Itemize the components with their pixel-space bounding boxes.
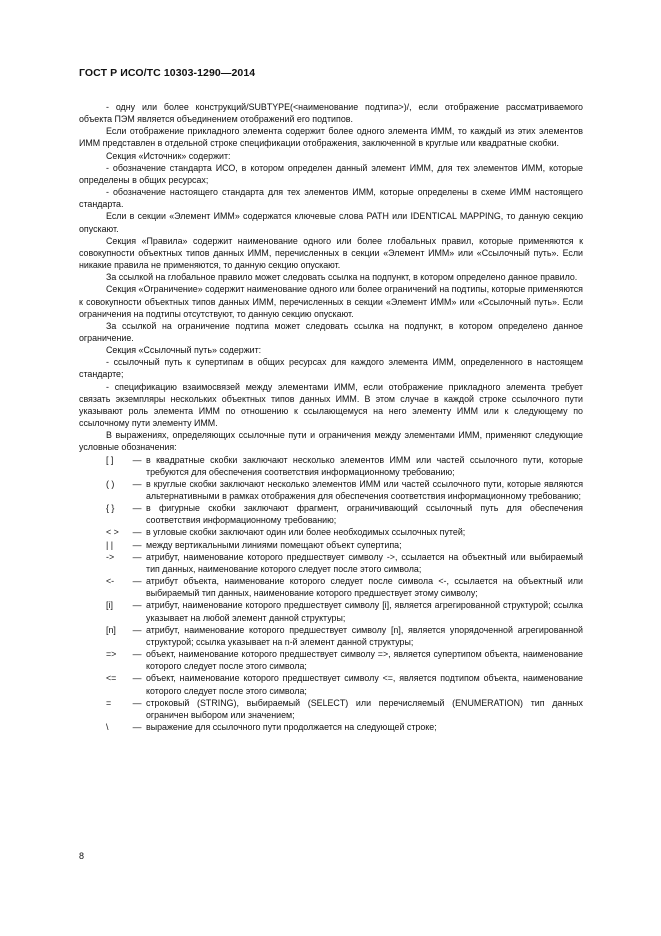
paragraph: Секция «Источник» содержит:: [106, 150, 231, 161]
notation-item: [79, 526, 583, 538]
notation-item: [79, 502, 583, 526]
paragraph: - спецификацию взаимосвязей между элементами ИММ, если отображение прикладного элемента требует связать экземпляры нескольких объектных типов данных ИММ. В этом случае в каждой строке ссылочного пути указывают роль элемента ИММ по отношению к ссылающемуся на него элементу ИММ или к следующему по ссылочному пути элементу ИММ.: [79, 381, 583, 429]
notation-item: [79, 648, 583, 672]
paragraph: Если отображение прикладного элемента содержит более одного элемента ИММ, то каждый из этих элементов ИММ представлен в отдельной строке спецификации отображения, заключенной в круглые или квадратные скобки.: [79, 126, 583, 149]
notation-dash: —: [132, 551, 142, 562]
notation-description: выражение для ссылочного пути продолжается на следующей строке;: [146, 721, 437, 732]
notation-description: объект, наименование которого предшествует символу =>, является супертипом объекта, наименование которого следует после этого символа;: [146, 649, 583, 672]
notation-dash: —: [132, 721, 142, 732]
paragraph: В выражениях, определяющих ссылочные пути и ограничения между элементами ИММ, применяют следующие условные обозначения:: [79, 430, 583, 453]
notation-symbol: { }: [106, 503, 115, 514]
notation-description: строковый (STRING), выбираемый (SELECT) или перечисляемый (ENUMERATION) тип данных ограничен выбором или значением;: [146, 697, 583, 720]
notation-description: объект, наименование которого предшествует символу <=, является подтипом объекта, наименование которого следует после этого символа;: [146, 673, 583, 696]
paragraph: Если в секции «Элемент ИММ» содержатся ключевые слова PATH или IDENTICAL MAPPING, то данную секцию опускают.: [79, 211, 583, 234]
paragraph: Секция «Правила» содержит наименование одного или более глобальных правил, которые применяются к совокупности объектных типов данных ИММ, перечисленных в секции «Элемент ИММ» или «Ссылочный путь». Если никакие правила не применяются, то данную секцию опускают.: [79, 235, 583, 271]
notation-item: [79, 721, 583, 733]
paragraph: - обозначение настоящего стандарта для тех элементов ИММ, которые определены в схеме ИММ настоящего стандарта.: [79, 187, 583, 210]
page-number: 8: [79, 851, 85, 861]
notation-dash: —: [132, 503, 142, 514]
notation-dash: —: [132, 673, 142, 684]
notation-symbol: | |: [106, 539, 114, 550]
notation-description: атрибут, наименование которого предшествует символу ->, ссылается на объектный или выбираемый тип данных, наименование которого следует после этого символа;: [146, 551, 583, 574]
paragraph: За ссылкой на ограничение подтипа может следовать ссылка на подпункт, в котором определено данное ограничение.: [79, 320, 583, 343]
notation-dash: —: [132, 478, 142, 489]
notation-description: в круглые скобки заключают несколько элементов ИММ или частей ссылочного пути, которые являются альтернативными в рамках отображения для обеспечения соответствия информационному требованию;: [146, 478, 583, 501]
notation-item: [79, 599, 583, 623]
notation-dash: —: [132, 576, 142, 587]
notation-symbol: [n]: [106, 624, 116, 635]
notation-description: в квадратные скобки заключают несколько элементов ИММ или частей ссылочного пути, которые требуются для обеспечения соответствия информационному требованию;: [146, 454, 583, 477]
notation-dash: —: [132, 624, 142, 635]
notation-dash: —: [132, 600, 142, 611]
notation-dash: —: [132, 454, 142, 465]
notation-description: между вертикальными линиями помещают объект супертипа;: [146, 539, 402, 550]
notation-symbol: [ ]: [106, 454, 114, 465]
notation-item: [79, 478, 583, 502]
notation-description: атрибут объекта, наименование которого следует после символа <-, ссылается на объектный или выбираемый тип данных, наименование которого предшествует этому символу;: [146, 576, 583, 599]
notation-list: [79, 454, 583, 734]
notation-symbol: <=: [106, 673, 117, 684]
paragraph: За ссылкой на глобальное правило может следовать ссылка на подпункт, в котором определено данное правило.: [106, 272, 578, 283]
paragraph: Секция «Ограничение» содержит наименование одного или более ограничений на подтипы, которые применяются к совокупности объектных типов данных ИММ, перечисленных в секции «Элемент ИММ» или «Ссылочный путь». Если ограничения на подтипы отсутствуют, то данную секцию опускают.: [79, 284, 583, 319]
notation-symbol: [i]: [106, 600, 113, 611]
notation-symbol: =: [106, 697, 112, 708]
notation-item: [79, 624, 583, 648]
notation-item: [79, 575, 583, 599]
notation-item: [79, 539, 583, 551]
notation-symbol: \: [106, 721, 109, 732]
notation-dash: —: [132, 697, 142, 708]
document-body: [79, 101, 583, 733]
notation-symbol: ->: [106, 551, 115, 562]
notation-symbol: <-: [106, 576, 115, 587]
notation-dash: —: [132, 539, 142, 550]
paragraph: - одну или более конструкций/SUBTYPE(<наименование подтипа>)/, если отображение рассматриваемого объекта ПЭМ является объединением отображений его подтипов.: [79, 102, 583, 125]
notation-dash: —: [132, 649, 142, 660]
paragraph: Секция «Ссылочный путь» содержит:: [106, 345, 262, 356]
notation-description: атрибут, наименование которого предшествует символу [n], является упорядоченной агрегированной структурой; ссылка указывает на n-й элемент данной структуры;: [146, 624, 583, 647]
paragraph: - ссылочный путь к супертипам в общих ресурсах для каждого элемента ИММ, определенного в настоящем стандарте;: [79, 357, 583, 380]
notation-item: [79, 454, 583, 478]
document-header: ГОСТ Р ИСО/ТС 10303-1290—2014: [79, 67, 256, 79]
notation-description: в угловые скобки заключают один или более необходимых ссылочных путей;: [146, 527, 466, 538]
notation-item: [79, 697, 583, 721]
notation-symbol: ( ): [106, 478, 115, 489]
notation-description: в фигурные скобки заключают фрагмент, ограничивающий ссылочный путь для обеспечения соответствия информационному требованию;: [146, 503, 583, 526]
notation-symbol: =>: [106, 649, 117, 660]
notation-description: атрибут, наименование которого предшествует символу [i], является агрегированной структурой; ссылка указывает на любой элемент данной структуры;: [146, 600, 583, 623]
notation-item: [79, 672, 583, 696]
notation-item: [79, 551, 583, 575]
paragraph: - обозначение стандарта ИСО, в котором определен данный элемент ИММ, для тех элементов ИММ, которые определены в общих ресурсах;: [79, 162, 583, 185]
notation-dash: —: [132, 527, 142, 538]
notation-symbol: < >: [106, 527, 119, 538]
